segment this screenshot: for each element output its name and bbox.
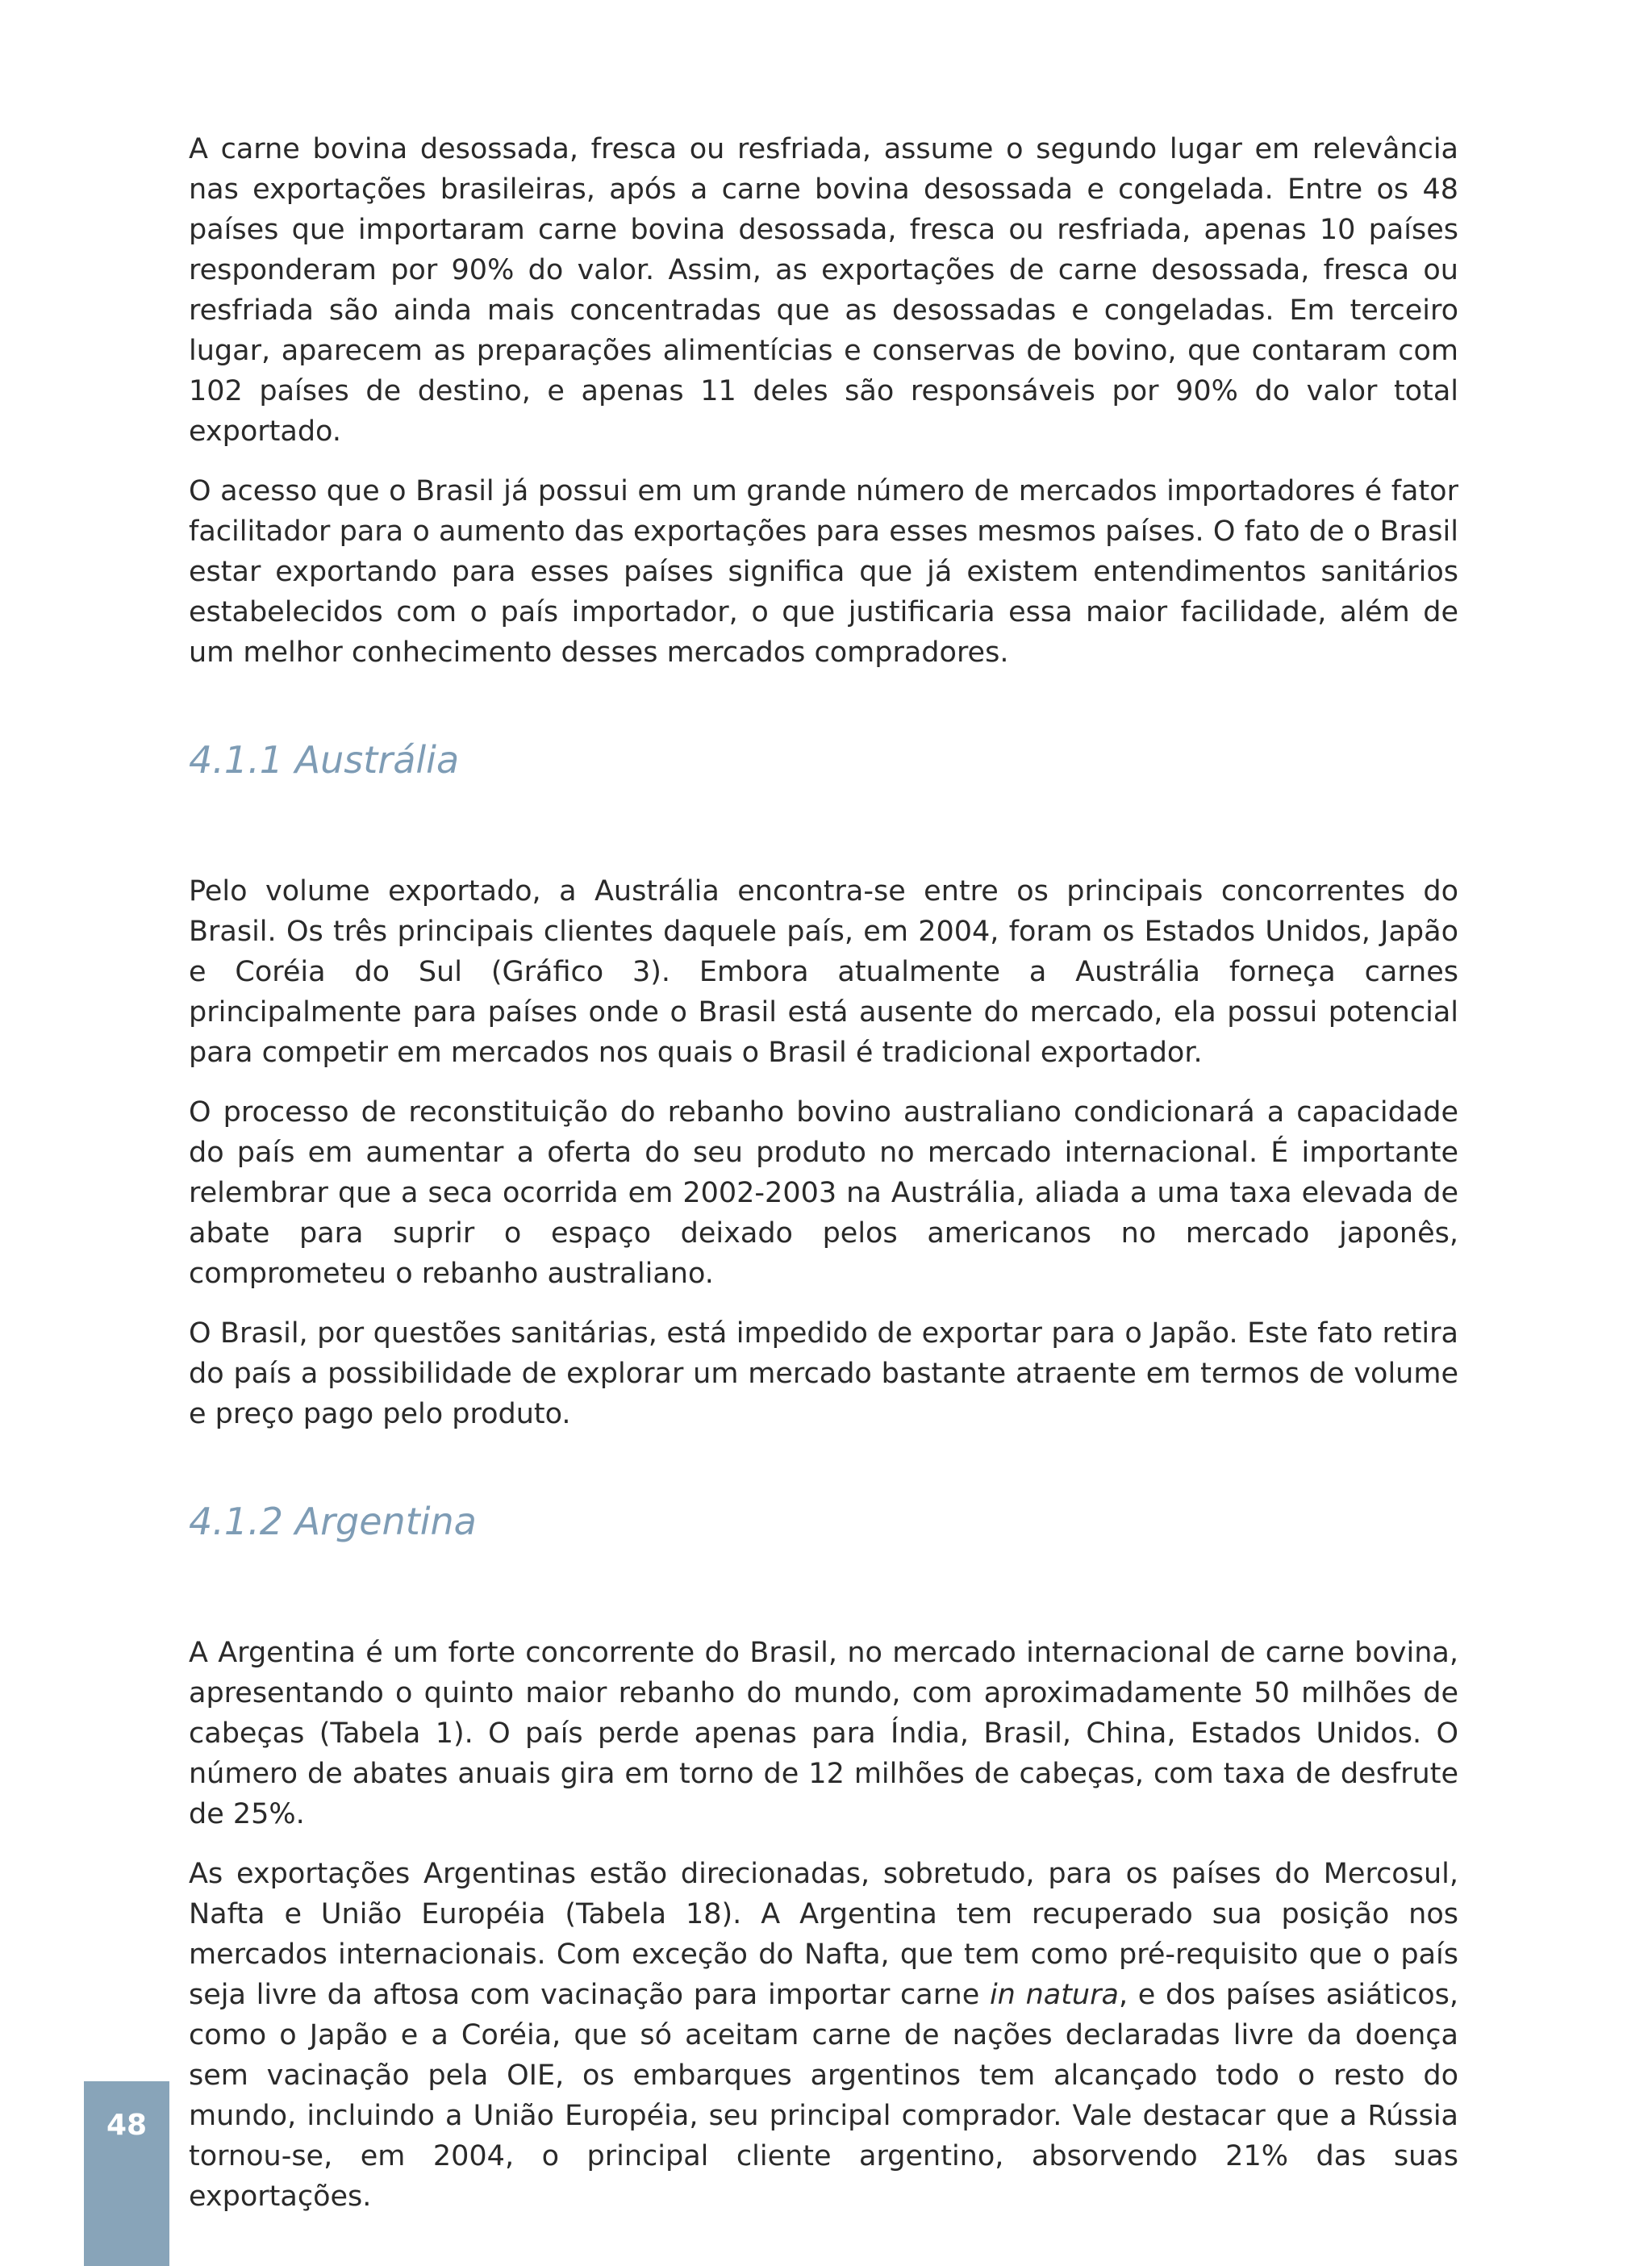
paragraph-argentina-2 bbox=[189, 1854, 1458, 2217]
paragraph-intro-1: A carne bovina desossada, fresca ou resfriada, assume o segundo lugar em relevância nas exportações brasileiras, após a carne bovina desossada e congelada. Entre os 48 países que importaram carne bovina desossada, fresca ou resfriada, apenas 10 países responderam por 90% do valor. Assim, as exportações de carne desossada, fresca ou resfriada são ainda mais concentradas que as desossadas e congeladas. Em terceiro lugar, aparecem as preparações alimentícias e conservas de bovino, que contaram com 102 países de destino, e apenas 11 deles são responsáveis por 90% do valor total exportado. bbox=[189, 133, 1458, 448]
paragraph-argentina-2-part-2: , e dos países asiáticos, como o Japão e a Coréia, que só aceitam carne de nações declaradas livre da doença sem vacinação pela OIE, os embarques argentinos tem alcançado todo o resto do mundo, incluindo a União Européia, seu principal comprador. Vale destacar que a Rússia tornou-se, em 2004, o principal cliente argentino, absorvendo 21% das suas exportações. bbox=[189, 1979, 1459, 2213]
paragraph-argentina-2-italic: in natura bbox=[989, 1979, 1119, 2011]
paragraph-australia-2: O processo de reconstituição do rebanho bovino australiano condicionará a capacidade do país em aumentar a oferta do seu produto no mercado internacional. É importante relembrar que a seca ocorrida em 2002-2003 na Austrália, aliada a uma taxa elevada de abate para suprir o espaço deixado pelos americanos no mercado japonês, comprometeu o rebanho australiano. bbox=[189, 1096, 1458, 1290]
paragraph-argentina-2-part-1: As exportações Argentinas estão direcionadas, sobretudo, para os países do Mercosul, Nafta e União Européia (Tabela 18). A Argentina tem recuperado sua posição nos mercados internacionais. Com exceção do Nafta, que tem como pré-requisito que o país seja livre da aftosa com vacinação para importar carne bbox=[189, 1858, 1458, 2011]
paragraph-australia-1: Pelo volume exportado, a Austrália encontra-se entre os principais concorrentes do Brasil. Os três principais clientes daquele país, em 2004, foram os Estados Unidos, Japão e Coréia do Sul (Gráfico 3). Embora atualmente a Austrália forneça carnes principalmente para países onde o Brasil está ausente do mercado, ela possui potencial para competir em mercados nos quais o Brasil é tradicional exportador. bbox=[189, 875, 1458, 1069]
paragraph-intro-2: O acesso que o Brasil já possui em um grande número de mercados importadores é fator facilitador para o aumento das exportações para esses mesmos países. O fato de o Brasil estar exportando para esses países significa que já existem entendimentos sanitários estabelecidos com o país importador, o que justificaria essa maior facilidade, além de um melhor conhecimento desses mercados compradores. bbox=[189, 475, 1458, 669]
section-heading-argentina: 4.1.2 Argentina bbox=[189, 1500, 477, 1543]
page-number: 48 bbox=[106, 2109, 148, 2142]
section-heading-australia: 4.1.1 Austrália bbox=[189, 738, 460, 782]
page-content bbox=[189, 129, 1458, 2236]
page-number-tab bbox=[84, 2081, 169, 2266]
paragraph-argentina-1: A Argentina é um forte concorrente do Brasil, no mercado internacional de carne bovina, apresentando o quinto maior rebanho do mundo, com aproximadamente 50 milhões de cabeças (Tabela 1). O país perde apenas para Índia, Brasil, China, Estados Unidos. O número de abates anuais gira em torno de 12 milhões de cabeças, com taxa de desfrute de 25%. bbox=[189, 1637, 1458, 1830]
paragraph-australia-3: O Brasil, por questões sanitárias, está impedido de exportar para o Japão. Este fato retira do país a possibilidade de explorar um mercado bastante atraente em termos de volume e preço pago pelo produto. bbox=[189, 1317, 1458, 1430]
